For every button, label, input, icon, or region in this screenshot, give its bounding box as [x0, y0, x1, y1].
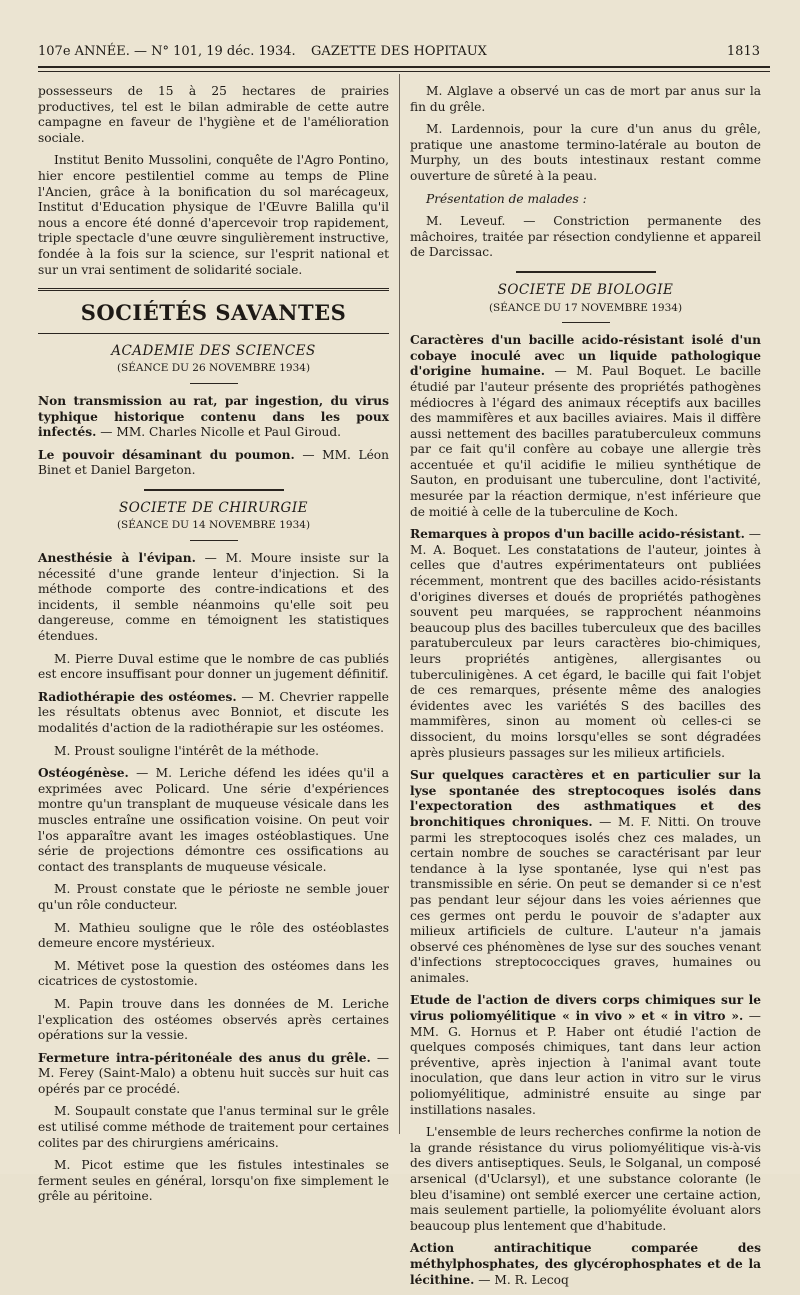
biology-item-3	[410, 768, 761, 986]
closure-title: Fermeture intra-péritonéale des anus du grêle.	[38, 1050, 371, 1065]
issue-info: 107e ANNÉE. — N° 101, 19 déc. 1934.	[38, 44, 296, 59]
academy-item-1-title: Non transmission au rat, par ingestion, du virus typhique historique contenu dans les poux infectés.	[38, 393, 389, 440]
biology-item-5-authors: — M. R. Lecoq	[474, 1272, 569, 1287]
header-rule	[38, 66, 770, 68]
surgery-title: SOCIETE DE CHIRURGIE	[118, 499, 309, 516]
osteogenesis-title: Ostéogénèse.	[38, 766, 129, 781]
short-rule	[190, 540, 238, 541]
biology-item-4	[410, 993, 761, 1118]
biology-item-3-title: Sur quelques caractères et en particulier sur la lyse spontanée des streptocoques isolés dans l'expectoration des asthmatiques et des bronchitiques chroniques.	[410, 768, 761, 829]
anesthesia-title: Anesthésie à l'évipan.	[38, 551, 196, 566]
papin-remark: M. Papin trouve dans les données de M. Leriche l'explication des ostéomes observés après certaines opérations sur la vessie.	[38, 996, 389, 1043]
biology-item-4-text: — MM. G. Hornus et P. Haber ont étudié l'action de quelques composés chimiques, tant dans leur action préventive, après injection à l'animal avant toute inoculation, que dans leur action in vitro sur le virus poliomyélitique, administré ensuite au singe par instillations nasales.	[410, 1009, 761, 1117]
academy-item-2	[38, 448, 389, 479]
mid-rule	[144, 489, 284, 491]
mathieu-remark: M. Mathieu souligne que le rôle des ostéoblastes demeure encore mystérieux.	[38, 920, 389, 951]
section-rule-bottom	[38, 333, 389, 334]
academy-session: (SÉANCE DU 26 NOVEMBRE 1934)	[116, 362, 311, 375]
academy-item-1-authors: — MM. Charles Nicolle et Paul Giroud.	[96, 425, 342, 440]
surgery-item-radiotherapy	[38, 690, 389, 737]
proust-remark-1: M. Proust souligne l'intérêt de la méthode.	[54, 743, 320, 758]
biology-item-4-title: Etude de l'action de divers corps chimiques sur le virus poliomyélitique « in vivo » et « in vitro ».	[410, 993, 761, 1024]
left-column	[38, 84, 389, 1212]
surgery-item-closure	[38, 1051, 389, 1098]
lardennois-remark: M. Lardennois, pour la cure d'un anus du grêle, pratique une anastome termino-latérale au bouton de Murphy, un des bouts intestinaux restant comme ouverture de sûreté à la peau.	[410, 122, 761, 183]
main-section-title: SOCIÉTÉS SAVANTES	[80, 300, 347, 326]
picot-remark: M. Picot estime que les fistules intestinales se ferment seules en général, lorsqu'on fixe simplement le grêle au péritoine.	[38, 1158, 389, 1204]
osteogenesis-text: — M. Leriche défend les idées qu'il a exprimées avec Policard. Une série d'expériences montre qu'un transplant de muqueuse vésicale dans les muscles entraîne une ossification voisine. On peut voir l'os apparaître avant les images ostéoblastiques. Une série de projections démontre ces ossifications au contact des transplants de muqueuse vésicale.	[38, 766, 389, 874]
leveuf-remark: M. Leveuf. — Constriction permanente des mâchoires, traitée par résection condylienne et appareil de Darcissac.	[410, 214, 761, 260]
short-rule	[562, 322, 610, 323]
surgery-item-anesthesia	[38, 551, 389, 645]
right-column	[410, 84, 761, 1295]
biology-item-5-title: Action antirachitique comparée des méthylphosphates, des glycérophosphates et de la lécithine.	[410, 1241, 761, 1287]
biology-item-2-text: — M. A. Boquet. Les constatations de l'auteur, jointes à celles que d'autres expérimentateurs ont publiées récemment, montrent que des bacilles acido-résistants d'origines diverses et doués de propriétés pathogènes souvent peu marquées, se rapprochent néanmoins beaucoup plus des bacilles tuberculeux que des bacilles paratuberculeux par leurs caractères bio-chimiques, leurs propriétés antigènes, allergisantes ou tuberculinigènes. A cet égard, le bacille qui fait l'objet de ces remarques, présente même des analogies évidentes avec les variétés S des bacilles des mammifères, sinon au moment où celles-ci se dissocient, du moins lorsqu'elles se sont dégradées après plusieurs passages sur les milieux artificiels.	[410, 527, 761, 760]
radiotherapy-text: — M. Chevrier rappelle les résultats obtenus avec Bonniot, et discute les modalités d'action de la radiothérapie sur les ostéomes.	[38, 689, 389, 735]
closure-text: — M. Ferey (Saint-Malo) a obtenu huit succès sur huit cas opérés par ce procédé.	[38, 1050, 390, 1096]
patients-presentation-label: Présentation de malades :	[426, 191, 587, 206]
biology-item-5	[410, 1241, 761, 1288]
journal-title: GAZETTE DES HOPITAUX	[311, 44, 487, 59]
biology-item-3-text: — M. F. Nitti. On trouve parmi les streptocoques isolés chez ces malades, un certain nombre de souches se caractérisant par leur tendance à la lyse spontanée, lyse qui n'est pas transmissible en série. On peut se demander si ce n'est pas pendant leur séjour dans les voies aériennes que ces germes ont perdu le pouvoir de s'adapter aux milieux artificiels de culture. L'auteur n'a jamais observé ces phénomènes de lyse sur des souches venant d'infections streptococciques graves, humaines ou animales.	[410, 814, 761, 985]
metivet-remark: M. Métivet pose la question des ostéomes dans les cicatrices de cystostomie.	[38, 958, 389, 989]
biology-item-2-title: Remarques à propos d'un bacille acido-résistant.	[410, 527, 745, 542]
running-header	[38, 44, 760, 64]
column-divider	[399, 74, 400, 1134]
academy-item-2-title: Le pouvoir désaminant du poumon.	[38, 447, 295, 462]
anesthesia-text: — M. Moure insiste sur la nécessité d'une grande lenteur d'injection. Si la méthode comporte des contre-indications et des incidents, il semble néanmoins qu'elle soit peu dangereuse, comme en témoignent les statistiques étendues.	[38, 551, 389, 644]
biology-item-4-continued: L'ensemble de leurs recherches confirme la notion de la grande résistance du virus poliomyélitique vis-à-vis des divers antiseptiques. Seuls, le Solganal, un composé arsenical (d'Uclarsyl), et une substance colorante (le bleu d'isamine) ont semblé exercer une certaine action, mais seulement partielle, la poliomyélite évoluant alors beaucoup plus lentement que d'habitude.	[410, 1125, 761, 1233]
biology-item-1-text: — M. Paul Boquet. Le bacille étudié par l'auteur présente des propriétés pathogènes médiocres à l'égard des animaux réceptifs aux bacilles des mammifères et aux bacilles aviaires. Mais il diffère aussi nettement des bacilles paratuberculeux communs par ce fait qu'il confère au cobaye une allergie très accentuée et qu'il acidifie le milieu synthétique de Sauton, en produisant une tuberculine, dont l'activité, mesurée par la réaction dermique, n'est inférieure que de moitié à celle de la tuberculine de Koch.	[410, 364, 761, 519]
academy-title: ACADEMIE DES SCIENCES	[111, 342, 316, 359]
duval-remark: M. Pierre Duval estime que le nombre de cas publiés est encore insuffisant pour donner un jugement définitif.	[38, 651, 389, 682]
intro-paragraph-1: possesseurs de 15 à 25 hectares de prairies productives, tel est le bilan admirable de cette autre campagne en faveur de l'hygiène et de l'amélioration sociale.	[38, 84, 389, 145]
biology-item-2	[410, 527, 761, 761]
soupault-remark: M. Soupault constate que l'anus terminal sur le grêle est utilisé comme méthode de traitement pour certaines colites par des chirurgiens américains.	[38, 1104, 389, 1150]
mid-rule	[516, 271, 656, 273]
biology-item-1	[410, 333, 761, 520]
proust-remark-2: M. Proust constate que le périoste ne semble jouer qu'un rôle conducteur.	[38, 882, 389, 912]
surgery-session: (SÉANCE DU 14 NOVEMBRE 1934)	[116, 519, 311, 532]
academy-item-1	[38, 394, 389, 441]
radiotherapy-title: Radiothérapie des ostéomes.	[38, 689, 237, 704]
section-rule	[38, 288, 389, 291]
biology-item-1-title: Caractères d'un bacille acido-résistant isolé d'un cobaye inoculé avec un liquide pathologique d'origine humaine.	[410, 333, 761, 379]
surgery-item-osteogenesis	[38, 766, 389, 875]
intro-paragraph-2: Institut Benito Mussolini, conquête de l'Agro Pontino, hier encore pestilentiel comme au temps de Pline l'Ancien, grâce à la bonification du sol marécageux, Institut d'Education physique de l'Œuvre Balilla qu'il nous a encore été donné d'apercevoir trop rapidement, triple spectacle d'une œuvre singulièrement instructive, fondée à la fois sur la science, sur l'esprit national et sur un vrai sentiment de solidarité sociale.	[38, 153, 389, 277]
alglave-remark: M. Alglave a observé un cas de mort par anus sur la fin du grêle.	[410, 84, 761, 114]
biology-title: SOCIETE DE BIOLOGIE	[497, 281, 674, 298]
page-number: 1813	[726, 44, 760, 59]
header-rule-thin	[38, 71, 770, 72]
biology-session: (SÉANCE DU 17 NOVEMBRE 1934)	[488, 301, 683, 314]
short-rule	[190, 383, 238, 384]
academy-item-2-authors: — MM. Léon Binet et Daniel Bargeton.	[38, 447, 389, 478]
